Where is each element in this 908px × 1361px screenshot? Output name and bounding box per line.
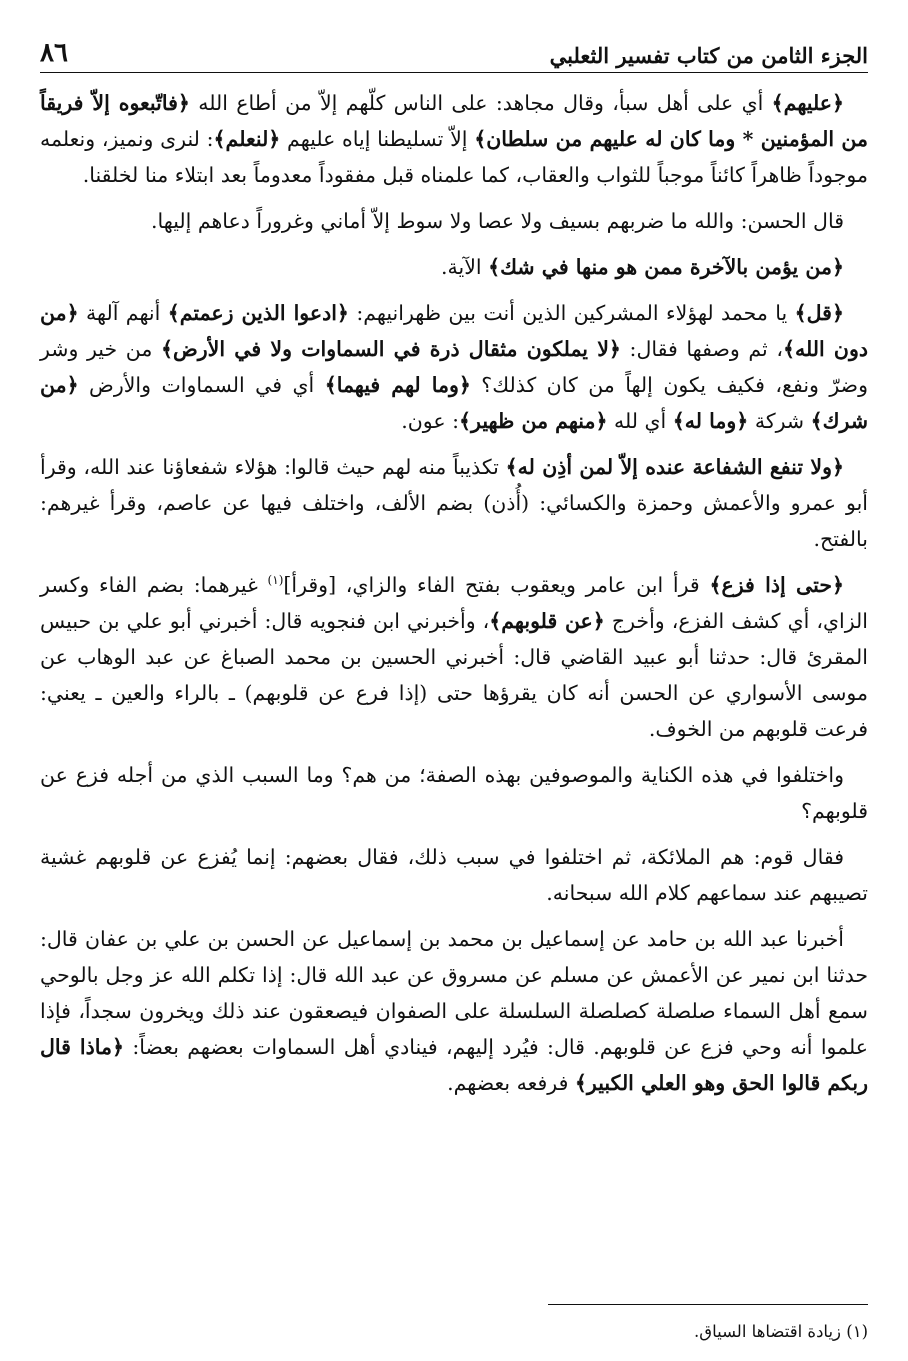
paragraph <box>40 757 868 829</box>
quran-quote: ﴿من شرك﴾ <box>40 373 868 433</box>
page-number: ٨٦ <box>40 38 68 68</box>
quran-quote: ﴿عن قلوبهم﴾ <box>489 609 605 633</box>
quran-quote: ﴿منهم من ظهير﴾ <box>459 409 608 433</box>
quran-quote: ﴿وما لهم فيهما﴾ <box>324 373 471 397</box>
quran-quote: ﴿لا يملكون مثقال ذرة في السماوات ولا في الأرض﴾ <box>160 337 621 361</box>
footnote-ref: (١) <box>267 573 284 588</box>
paragraph <box>40 85 868 193</box>
page-header <box>40 30 868 68</box>
paragraph <box>40 449 868 557</box>
header-rule <box>40 72 868 73</box>
text-run: أنهم آلهة <box>78 301 168 325</box>
text-run: الآية. <box>441 255 489 279</box>
text-run: أي في السماوات والأرض <box>78 373 325 397</box>
text-run: قال الحسن: والله ما ضربهم بسيف ولا عصا ولا سوط إلاّ أماني وغروراً دعاهم إليها. <box>151 209 844 233</box>
text-run: تكذيباً منه لهم حيث قالوا: هؤلاء شفعاؤنا عند الله، وقرأ أبو عمرو والأعمش وحمزة والكسائي: (أُذن) بضم الألف، واختلف فيها عن عاصم، وقرأ غيرهم: بالفتح. <box>40 455 868 551</box>
text-run: واختلفوا في هذه الكناية والموصوفين بهذه الصفة؛ من هم؟ وما السبب الذي من أجله فزع عن قلوبهم؟ <box>40 763 868 823</box>
text-run: فرفعه بعضهم. <box>447 1071 575 1095</box>
quran-quote: ﴿ادعوا الذين زعمتم﴾ <box>167 301 349 325</box>
quran-quote: ﴿فاتّبعوه إلاّ فريقاً من المؤمنين * وما كان له عليهم من سلطان﴾ <box>40 91 868 151</box>
quran-quote: ﴿وما له﴾ <box>672 409 749 433</box>
paragraph <box>40 295 868 439</box>
footnote-rule <box>548 1304 868 1305</box>
text-run: أي على أهل سبأ، وقال مجاهد: على الناس كلّهم إلاّ من أطاع الله <box>189 91 772 115</box>
text-run: فقال قوم: هم الملائكة، ثم اختلفوا في سبب ذلك، فقال بعضهم: إنما يُفزع عن قلوبهم غشية تصيبهم عند سماعهم كلام الله سبحانه. <box>40 845 868 905</box>
quran-quote: ﴿عليهم﴾ <box>771 91 844 115</box>
running-title: الجزء الثامن من كتاب تفسير الثعلبي <box>549 43 868 68</box>
quran-quote: ﴿ولا تنفع الشفاعة عنده إلاّ لمن أذِن له﴾ <box>505 455 844 479</box>
text-run: إلاّ تسليطنا إياه عليهم <box>280 127 475 151</box>
text-run: ، ثم وصفها فقال: <box>620 337 783 361</box>
footnote: (١) زيادة اقتضاها السياق. <box>694 1322 868 1341</box>
paragraph <box>40 203 868 239</box>
text-run: يا محمد لهؤلاء المشركين الذين أنت بين ظهرانيهم: <box>348 301 795 325</box>
quran-quote: ﴿حتى إذا فزع﴾ <box>709 573 845 597</box>
paragraph <box>40 567 868 747</box>
text-run: من خير وشر وضرّ ونفع، فكيف يكون إلهاً من كان كذلك؟ <box>40 337 868 397</box>
paragraph <box>40 921 868 1101</box>
quran-quote: ﴿ماذا قال ربكم قالوا الحق وهو العلي الكبير﴾ <box>40 1035 868 1095</box>
text-run: غيرهما: بضم الفاء وكسر الزاي، أي كشف الفزع، وأخرج <box>40 573 868 633</box>
quran-quote: ﴿لنعلم﴾ <box>213 127 281 151</box>
paragraph <box>40 839 868 911</box>
text-run: ، وأخبرني ابن فنجويه قال: أخبرني أبو علي بن حبيس المقرئ قال: حدثنا أبو عبيد القاضي قال: أخبرني الحسين بن محمد الصباغ عن عبد الوهاب عن موسى الأسواري عن الحسن أنه كان يقرؤها حتى (إذا فرع عن قلوبهم) ـ بالراء والعين ـ يعني: فرعت قلوبهم من الخوف. <box>40 609 868 741</box>
text-run: : لنرى ونميز، ونعلمه موجوداً ظاهراً كائناً موجباً للثواب والعقاب، كما علمناه قبل مفقوداً معدوماً بعد ابتلاء منا لخلقنا. <box>40 127 868 187</box>
body-text <box>40 85 868 1101</box>
text-run: قرأ ابن عامر ويعقوب بفتح الفاء والزاي، [وقرأ] <box>283 573 710 597</box>
text-run: شركة <box>748 409 811 433</box>
text-run: أي لله <box>607 409 673 433</box>
text-run: أخبرنا عبد الله بن حامد عن إسماعيل بن محمد بن إسماعيل عن الحسن بن علي بن عفان قال: حدثنا ابن نمير عن الأعمش عن مسلم عن مسروق عن عبد الله قال: إذا تكلم الله عز وجل بالوحي سمع أهل السماء صلصلة كصلصلة السلسلة على الصفوان فيصعقون عند ذلك ويخرون سجداً، فإذا علموا أنه وحي فزع عن قلوبهم. قال: فيُرد إليهم، فينادي أهل السماوات بعضهم بعضاً: <box>40 927 868 1059</box>
quran-quote: ﴿من دون الله﴾ <box>40 301 868 361</box>
footnote-area <box>40 1304 868 1345</box>
paragraph <box>40 249 868 285</box>
quran-quote: ﴿من يؤمن بالآخرة ممن هو منها في شك﴾ <box>488 255 844 279</box>
text-run: : عون. <box>401 409 460 433</box>
quran-quote: ﴿قل﴾ <box>794 301 844 325</box>
